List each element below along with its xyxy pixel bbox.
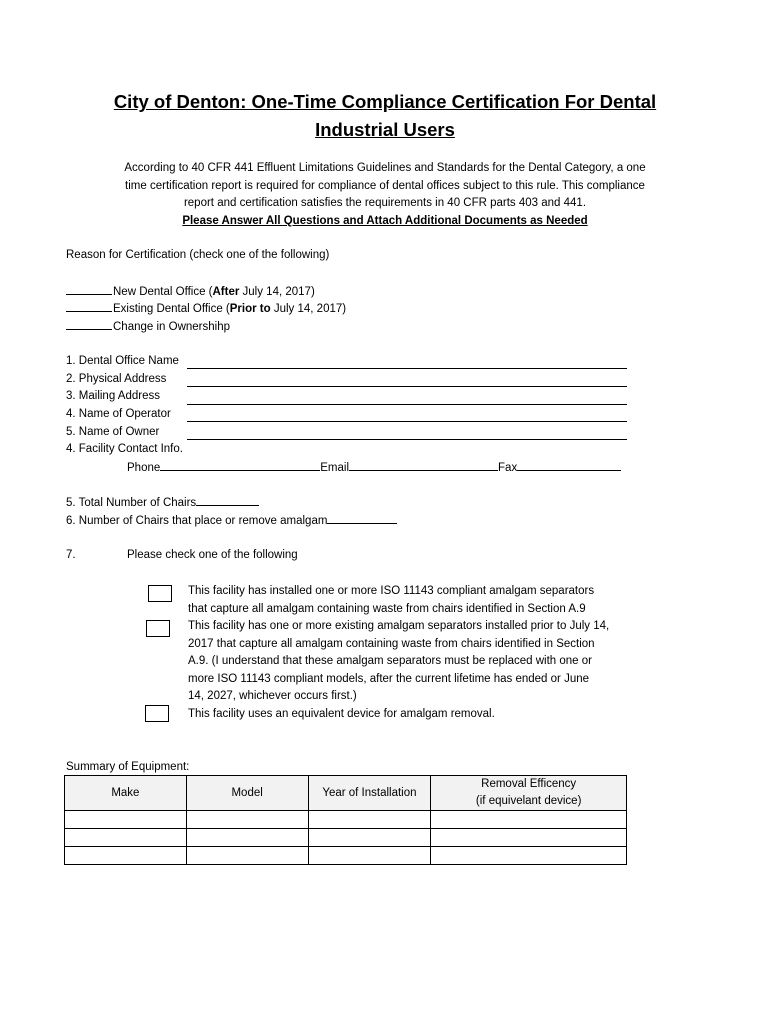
operator-field[interactable] — [187, 421, 627, 422]
owner-label: 5. Name of Owner — [66, 426, 160, 438]
reason-option-existing[interactable] — [66, 300, 346, 317]
reason-blank-ownership[interactable] — [66, 318, 112, 330]
table-cell[interactable] — [186, 847, 308, 865]
header-efficiency — [431, 776, 627, 811]
fax-field[interactable] — [517, 459, 621, 471]
option2-text — [188, 618, 648, 706]
summary-label: Summary of Equipment: — [66, 761, 190, 773]
section7-label: Please check one of the following — [127, 549, 298, 561]
table-cell[interactable] — [431, 847, 627, 865]
operator-label: 4. Name of Operator — [66, 408, 171, 420]
physical-address-label: 2. Physical Address — [66, 373, 167, 385]
reason-option-ownership[interactable] — [66, 318, 230, 335]
email-label: Email — [320, 462, 350, 474]
equipment-header-row — [65, 776, 627, 811]
option2-line4: more ISO 11143 compliant models, after the current lifetime has ended or June — [188, 672, 590, 685]
mailing-address-field[interactable] — [187, 404, 627, 405]
intro-paragraph — [58, 160, 712, 230]
total-chairs-label: 5. Total Number of Chairs — [66, 497, 197, 509]
reason-blank-new[interactable] — [66, 283, 112, 295]
table-cell[interactable] — [431, 811, 627, 829]
reason-option-ownership-pre: Change in Ownershihp — [113, 321, 230, 333]
option3-text — [188, 706, 648, 724]
amalgam-chairs-field[interactable] — [327, 512, 397, 524]
total-chairs-field[interactable] — [196, 494, 259, 506]
contact-row — [127, 459, 621, 476]
mailing-address-label: 3. Mailing Address — [66, 390, 160, 402]
reason-label: Reason for Certification (check one of the following) — [66, 249, 330, 261]
option3-line1: This facility uses an equivalent device for amalgam removal. — [188, 708, 495, 720]
form-title-line2: Industrial Users — [315, 119, 455, 140]
form-title — [40, 88, 730, 144]
option2-line2: 2017 that capture all amalgam containing waste from chairs identified in Section — [188, 637, 595, 650]
option1-text — [188, 583, 648, 618]
total-chairs-row — [66, 494, 259, 511]
table-cell[interactable] — [431, 829, 627, 847]
instruction-text: Please Answer All Questions and Attach Additional Documents as Needed — [182, 214, 588, 227]
reason-option-existing-bold: Prior to — [229, 303, 271, 315]
intro-line2: time certification report is required for compliance of dental offices subject to this rule. This compliance — [125, 179, 645, 192]
option1-checkbox[interactable] — [148, 585, 172, 602]
header-make: Make — [65, 776, 187, 811]
reason-option-new-pre: New Dental Office ( — [113, 286, 213, 298]
intro-line3: report and certification satisfies the requirements in 40 CFR parts 403 and 441. — [183, 197, 587, 209]
contact-label: 4. Facility Contact Info. — [66, 443, 183, 455]
owner-field[interactable] — [187, 439, 627, 440]
option2-line3: A.9. (I understand that these amalgam separators must be replaced with one or — [188, 655, 592, 667]
header-model: Model — [186, 776, 308, 811]
header-efficiency-line2: (if equivelant device) — [475, 795, 582, 807]
office-name-field[interactable] — [187, 368, 627, 369]
reason-blank-existing[interactable] — [66, 300, 112, 312]
table-row — [65, 829, 627, 847]
table-cell[interactable] — [65, 829, 187, 847]
table-row — [65, 811, 627, 829]
office-name-label: 1. Dental Office Name — [66, 355, 179, 367]
email-field[interactable] — [349, 459, 498, 471]
equipment-table — [64, 775, 627, 865]
header-efficiency-line1: Removal Efficency — [481, 778, 577, 790]
option2-line1: This facility has one or more existing amalgam separators installed prior to July 14, — [188, 620, 610, 632]
reason-option-new-post: July 14, 2017) — [239, 286, 315, 298]
reason-option-new-bold: After — [212, 286, 240, 298]
table-cell[interactable] — [186, 811, 308, 829]
option2-line5: 14, 2027, whichever occurs first.) — [188, 690, 357, 702]
table-cell[interactable] — [308, 811, 431, 829]
table-cell[interactable] — [65, 847, 187, 865]
intro-line1: According to 40 CFR 441 Effluent Limitations Guidelines and Standards for the Dental Category, a one — [124, 162, 646, 174]
table-cell[interactable] — [308, 847, 431, 865]
reason-option-existing-post: July 14, 2017) — [270, 303, 347, 315]
phone-label: Phone — [127, 462, 161, 474]
option2-checkbox[interactable] — [146, 620, 170, 637]
table-cell[interactable] — [186, 829, 308, 847]
header-year: Year of Installation — [308, 776, 431, 811]
amalgam-chairs-row — [66, 512, 397, 529]
fax-label: Fax — [498, 462, 518, 474]
reason-option-new[interactable] — [66, 283, 315, 300]
form-title-line1: City of Denton: One-Time Compliance Certification For Dental — [113, 91, 657, 112]
option1-line1: This facility has installed one or more ISO 11143 compliant amalgam separators — [188, 585, 595, 597]
option3-checkbox[interactable] — [145, 705, 169, 722]
reason-option-existing-pre: Existing Dental Office ( — [113, 303, 230, 315]
physical-address-field[interactable] — [187, 386, 627, 387]
option1-line2: that capture all amalgam containing waste from chairs identified in Section A.9 — [188, 602, 586, 615]
table-cell[interactable] — [308, 829, 431, 847]
table-row — [65, 847, 627, 865]
amalgam-chairs-label: 6. Number of Chairs that place or remove amalgam — [66, 515, 328, 527]
table-cell[interactable] — [65, 811, 187, 829]
section7-number: 7. — [66, 549, 76, 561]
phone-field[interactable] — [160, 459, 320, 471]
